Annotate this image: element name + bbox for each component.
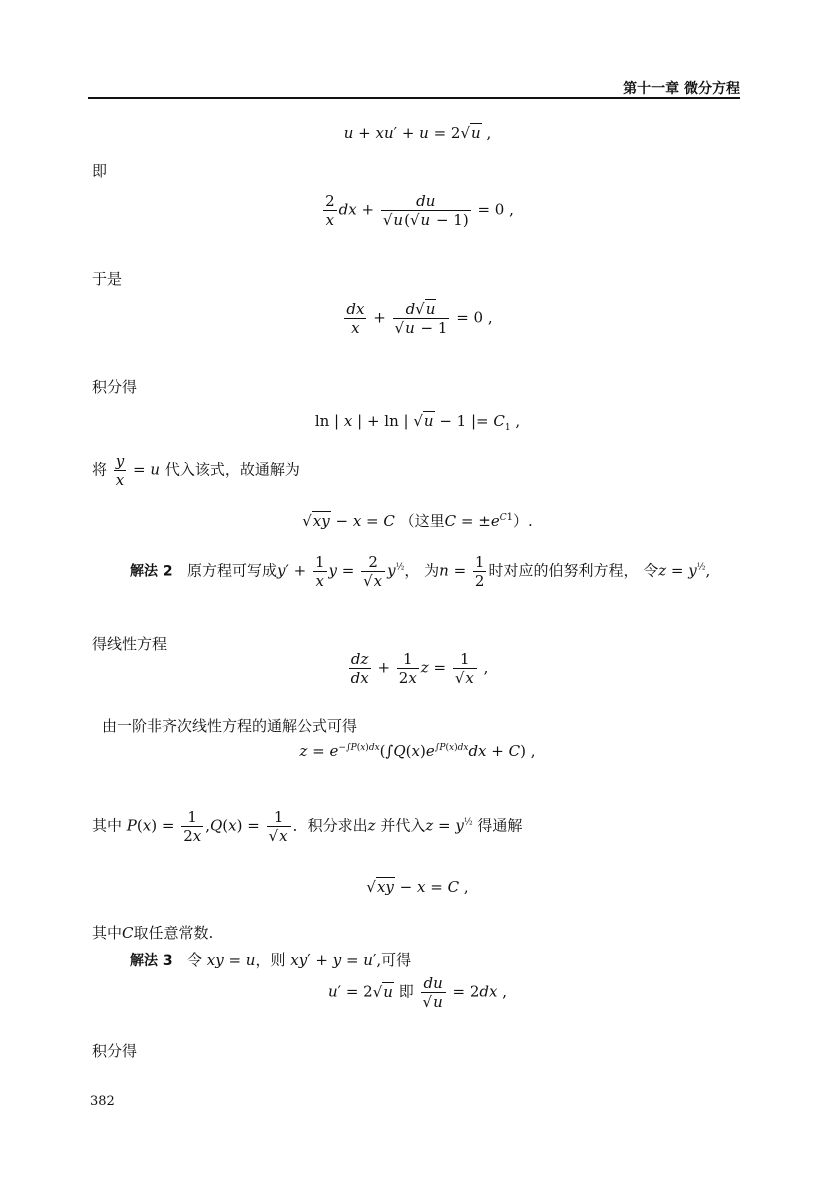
text-ji: 即 (92, 162, 108, 180)
solution-3-text-1: 令 (186, 951, 202, 969)
text-jifende-2: 积分得 (92, 1042, 138, 1060)
text-constant-prefix: 其中 (92, 924, 123, 942)
solution-3-title: 解法 3 (130, 953, 173, 969)
equation-3: $\frac{dx}{x}$ + $\frac{d√u}{√u - 1}$ = 0 , (346, 300, 493, 337)
text-jiang: 将 (92, 460, 108, 479)
text-yushi: 于是 (92, 270, 123, 288)
text-qizhong-end: 得通解 (477, 816, 523, 835)
solution-3-text-2: ，则 (255, 951, 286, 969)
text-constant-end: 取任意常数. (133, 924, 214, 942)
text-substitute: 将 $\frac{y}{x}$ = u 代入该式，故通解为 (92, 452, 300, 489)
text-jiang-suffix: 代入该式，故通解为 (164, 460, 300, 479)
text-delinear: 得线性方程 (92, 635, 168, 653)
equation-7: $z = e^{-\int P(x)dx}(\int Q(x)e^{\int P(x)dx}dx + C)$ , (299, 742, 536, 760)
solution-2-text-2: ， 为 (404, 561, 440, 580)
equation-5: √xy − x = C （这里$C = \pm e^{C1}$）. (302, 512, 533, 530)
solution-2-text-3: 时对应的伯努利方程， 令 (488, 561, 659, 580)
solution-3-text-3: ,可得 (376, 951, 412, 969)
solution-2-title: 解法 2 (130, 563, 173, 580)
equation-2: $\frac{2}{x}$ dx + $\frac{du}{√u(√u - 1)}$ = 0 , (325, 192, 514, 229)
equation-4: ln | x | + ln | √u − 1 |= $C_1$ , (314, 412, 521, 433)
text-constant: 其中C取任意常数. (92, 924, 214, 942)
page-number: 382 (90, 1094, 115, 1109)
solution-2-text-1: 原方程可写成 (186, 561, 277, 580)
text-ji-2: 即 (398, 982, 414, 1001)
text-qizhong-mid: ．积分求出 (292, 816, 368, 835)
equation-6: $\frac{dz}{dx}$ + $\frac{1}{2x}$ z = $\frac{1}{√x}$ , (350, 650, 489, 687)
text-where-pq: 其中 P(x) = $\frac{1}{2x}$ ,Q(x) = $\frac{1}{√x}$ ．积分求出z 并代入$z = y^{\frac{1}{2}}$ 得通解 (92, 808, 523, 845)
text-qizhong: 其中 (92, 816, 123, 835)
text-qizhong-mid2: 并代入 (380, 816, 426, 835)
equation-8: √xy − x = C , (366, 878, 469, 896)
equation-9: u′ = 2√u 即 $\frac{du}{√u}$ = 2dx , (327, 974, 508, 1011)
header-rule (88, 97, 740, 99)
solution-2-line: 解法 2 原方程可写成y′ + $\frac{1}{x}$ y = $\frac{2}{√x}$ $y^{\frac{1}{2}}$， 为n = $\frac{1}{2}$ 时对应的伯努利方程， 令$z = y^{\frac{1}{2}}$, (130, 553, 711, 590)
text-jifende-1: 积分得 (92, 378, 138, 396)
text-zheli-end: ）. (513, 512, 533, 530)
equation-1: u + xu′ + u = 2√u , (343, 124, 492, 142)
chapter-header: 第十一章 微分方程 (623, 81, 740, 97)
text-formula-intro: 由一阶非齐次线性方程的通解公式可得 (102, 717, 358, 735)
solution-3-line: 解法 3 令 xy = u，则 xy′ + y = u′,可得 (130, 951, 412, 969)
text-zheli: （这里 (399, 512, 445, 530)
